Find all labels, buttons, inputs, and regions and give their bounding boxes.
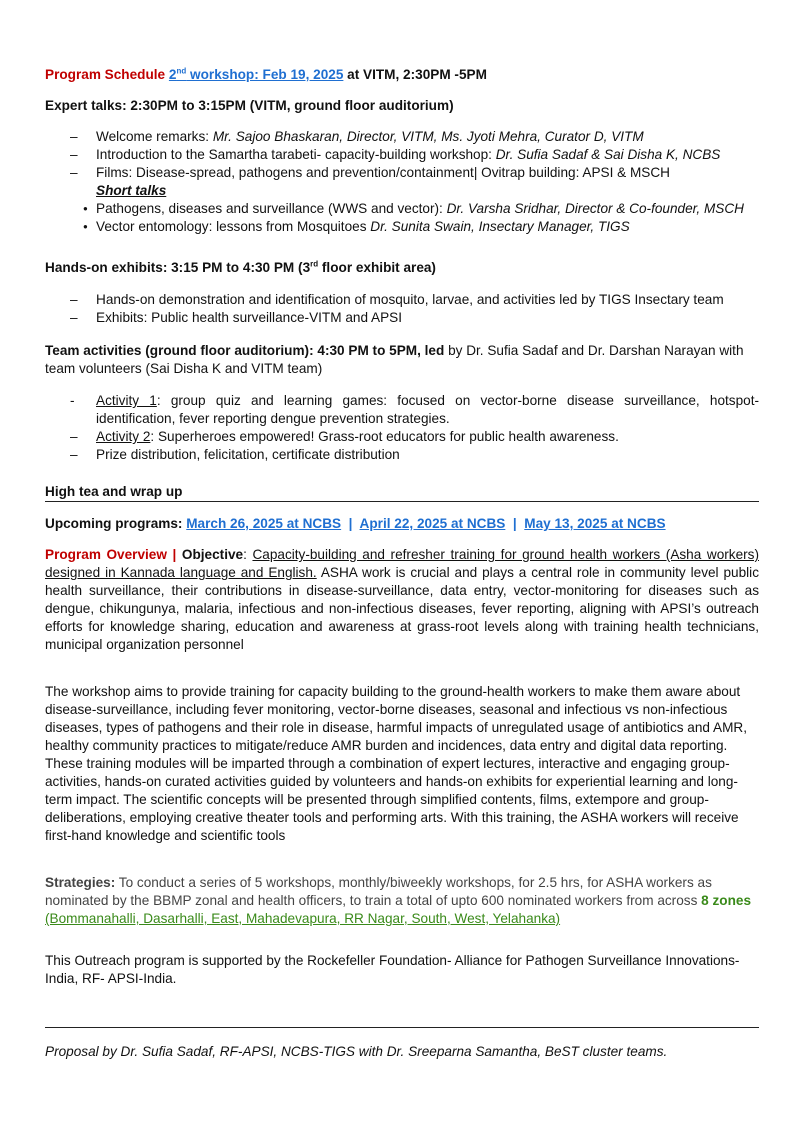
strategies-paragraph: Strategies: To conduct a series of 5 workshops, monthly/biweekly workshops, for 2.5 hrs, for ASHA workers as nominated by the BBMP zonal and health officers, to train a total of upto 600 nominated workers from across 8 zones (Bommanahalli, Dasarhalli, East, Mahadevapura, RR Nagar, South, West, Yelahanka) <box>45 875 752 926</box>
workshop-aims-paragraph: The workshop aims to provide training for capacity building to the ground-health workers to make them aware about disease-surveillance, including fever monitoring, vector-borne diseases, seasonal and infectious vs non-infectious diseases, types of pathogens and their role in disease, harmful impacts of unregulated usage of antibiotics and AMR, healthy community practices to mitigate/reduce AMR burden and incidences, data entry and digital data reporting. These training modules will be imparted through a combination of expert lectures, interactive and engaging group-activities, hands-on curated activities guided by volunteers and hands-on exhibits for experiential learning and long-term impact. The scientific concepts will be presented through simplified contents, films, extempore and group-deliberations, employing creative theater tools and performing arts. With this training, the ASHA workers will receive first-hand knowledge and scientific tools <box>45 684 748 843</box>
short-talks-heading: Short talks <box>96 183 167 198</box>
hands-on-list <box>45 291 759 327</box>
program-schedule-label: Program Schedule <box>45 67 166 82</box>
list-item: – Introduction to the Samartha tarabeti- capacity-building workshop: Dr. Sufia Sadaf & Sai Disha K, NCBS <box>45 146 759 164</box>
workshop-date-link[interactable] <box>169 67 343 82</box>
team-activities-heading: Team activities (ground floor auditorium): 4:30 PM to 5PM, led by Dr. Sufia Sadaf and Dr. Darshan Narayan with team volunteers (Sai Disha K and VITM team) <box>45 343 744 376</box>
program-overview-paragraph: Program Overview | Objective: Capacity-building and refresher training for ground health workers (Asha workers) designed in Kannada language and English. ASHA work is crucial and plays a central role in community level public health surveillance, their contributions in disease-surveillance, data entry, vector-monitoring for diseases such as dengue, chikungunya, malaria, infectious and non-infectious diseases, fever reporting, aligning with APSI’s outreach efforts for knowledge sharing, education and awareness at grass-root levels along with training health technicians, municipal organization personnel <box>45 547 759 652</box>
list-item: ● Vector entomology: lessons from Mosquitoes Dr. Sunita Swain, Insectary Manager, TIGS <box>45 218 759 236</box>
list-item: ● Pathogens, diseases and surveillance (WWS and vector): Dr. Varsha Sridhar, Director & Co-founder, MSCH <box>45 200 759 218</box>
workshop-ordinal: 2 <box>168 67 177 82</box>
divider <box>45 501 759 502</box>
upcoming-programs: Upcoming programs: March 26, 2025 at NCBS | April 22, 2025 at NCBS | May 13, 2025 at NCBS <box>45 516 666 531</box>
list-item: – Hands-on demonstration and identification of mosquito, larvae, and activities led by TIGS Insectary team <box>45 291 759 309</box>
support-statement: This Outreach program is supported by the Rockefeller Foundation- Alliance for Pathogen Surveillance Innovations-India, RF- APSI-India. <box>45 953 740 986</box>
expert-talks-list <box>45 128 759 236</box>
expert-talks-heading: Expert talks: 2:30PM to 3:15PM (VITM, ground floor auditorium) <box>45 98 454 113</box>
proposal-footer: Proposal by Dr. Sufia Sadaf, RF-APSI, NCBS-TIGS with Dr. Sreeparna Samantha, BeST cluster teams. <box>45 1044 668 1059</box>
upcoming-date-link[interactable]: April 22, 2025 at NCBS <box>359 516 506 531</box>
hands-on-heading: Hands-on exhibits: 3:15 PM to 4:30 PM (3rd floor exhibit area) <box>45 259 436 275</box>
high-tea-heading: High tea and wrap up <box>45 484 183 499</box>
list-item: – Prize distribution, felicitation, certificate distribution <box>45 446 759 464</box>
upcoming-date-link[interactable]: May 13, 2025 at NCBS <box>524 516 666 531</box>
upcoming-date-link[interactable]: March 26, 2025 at NCBS <box>186 516 342 531</box>
workshop-sup: nd <box>176 66 187 76</box>
list-item: – Films: Disease-spread, pathogens and prevention/containment| Ovitrap building: APSI & MSCH <box>45 164 759 182</box>
workshop-venue: at VITM, 2:30PM -5PM <box>343 67 487 82</box>
program-schedule-heading <box>45 66 759 84</box>
divider <box>45 1027 759 1028</box>
team-activities-list <box>45 392 759 464</box>
list-item: – Exhibits: Public health surveillance-VITM and APSI <box>45 309 759 327</box>
list-item: – Activity 2: Superheroes empowered! Grass-root educators for public health awareness. <box>45 428 759 446</box>
list-item: - Activity 1: group quiz and learning games: focused on vector-borne disease surveillance, hotspot-identification, fever reporting dengue prevention strategies. <box>45 392 759 428</box>
list-item: – Welcome remarks: Mr. Sajoo Bhaskaran, Director, VITM, Ms. Jyoti Mehra, Curator D, VITM <box>45 128 759 146</box>
workshop-date-text: workshop: Feb 19, 2025 <box>186 67 344 82</box>
